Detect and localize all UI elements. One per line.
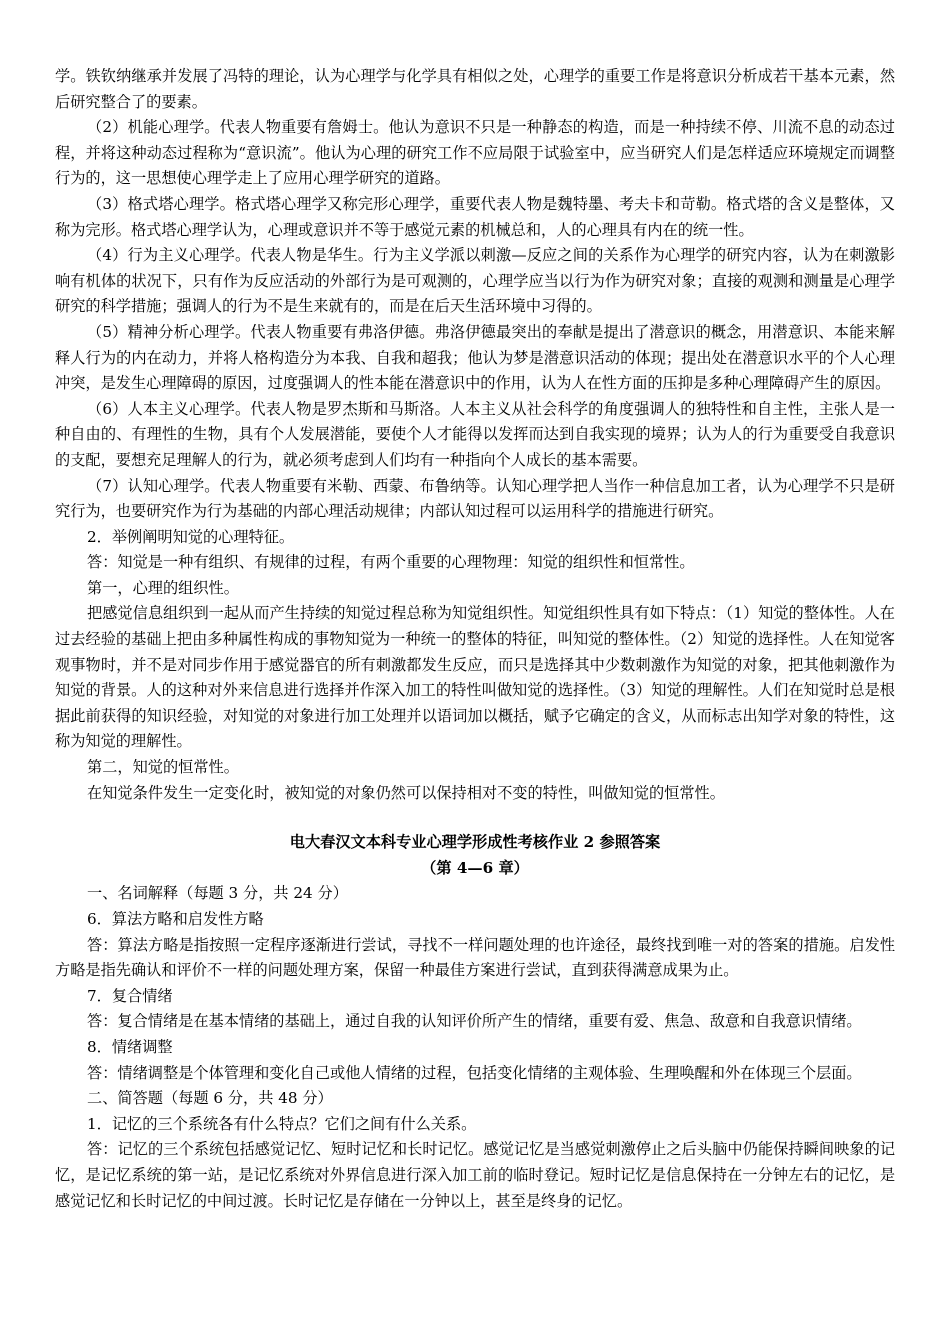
paragraph-behaviorism: （4）行为主义心理学。代表人物是华生。行为主义学派以刺激—反应之间的关系作为心理学的研究内容，认为在刺激影响有机体的状况下，只有作为反应活动的外部行为是可观测的，心理学应当以行为作为研究对象；直接的观测和测量是心理学研究的科学措施；强调人的行为不是生来就有的，而是在后天生活环境中习得的。	[55, 246, 895, 316]
part-1-heading: 一、名词解释（每题 3 分，共 24 分）	[87, 884, 348, 903]
question-2: 2．举例阐明知觉的心理特征。	[87, 527, 295, 546]
paragraph-humanism: （6）人本主义心理学。代表人物是罗杰斯和马斯洛。人本主义从社会科学的角度强调人的独特性和自主性，主张人是一种自由的、有理性的生物，具有个人发展潜能，要使个人才能得以发挥而达到自我实现的境界；认为人的行为重要受自我意识的支配，要想充足理解人的行为，就必须考虑到人们均有一种指向个人成长的基本需要。	[55, 399, 895, 469]
paragraph-structuralism-cont: 学。铁钦纳继承并发展了冯特的理论，认为心理学与化学具有相似之处，心理学的重要工作是将意识分析成若干基本元素，然后研究整合了的要素。	[55, 67, 895, 111]
paragraph-constancy: 在知觉条件发生一定变化时，被知觉的对象仍然可以保持相对不变的特性，叫做知觉的恒常性。	[87, 783, 725, 802]
paragraph-psychoanalysis: （5）精神分析心理学。代表人物重要有弗洛伊德。弗洛伊德最突出的奉献是提出了潜意识的概念，用潜意识、本能来解释人行为的内在动力，并将人格构造分为本我、自我和超我；他认为梦是潜意识活动的体现；提出处在潜意识水平的个人心理冲突，是发生心理障碍的原因，过度强调人的性本能在潜意识中的作用，认为人在性方面的压抑是多种心理障碍产生的原因。	[55, 322, 895, 393]
answer-7: 答：复合情绪是在基本情绪的基础上，通过自我的认知评价所产生的情绪，重要有爱、焦急、敌意和自我意识情绪。	[87, 1012, 862, 1031]
answer-6: 答：算法方略是指按照一定程序逐渐进行尝试，寻找不一样问题处理的也许途径，最终找到唯一对的答案的措施。启发性方略是指先确认和评价不一样的问题处理方案，保留一种最佳方案进行尝试，直到获得满意成果为止。	[55, 935, 895, 980]
point-second-heading: 第二，知觉的恒常性。	[87, 758, 239, 777]
section-title: 电大春汉文本科专业心理学形成性考核作业 2 参照答案	[289, 833, 661, 852]
term-6: 6．算法方略和启发性方略	[87, 910, 264, 928]
section-subtitle: （第 4—6 章）	[421, 858, 529, 877]
answer-8: 答：情绪调整是个体管理和变化自己或他人情绪的过程，包括变化情绪的主观体验、生理唤醒和外在体现三个层面。	[87, 1063, 862, 1082]
answer-2-intro: 答：知觉是一种有组织、有规律的过程，有两个重要的心理物理：知觉的组织性和恒常性。	[87, 553, 695, 572]
document-page	[55, 64, 895, 1214]
paragraph-functionalism: （2）机能心理学。代表人物重要有詹姆士。他认为意识不只是一种静态的构造，而是一种持续不停、川流不息的动态过程，并将这种动态过程称为“意识流”。他认为心理的研究工作不应局限于试验室中，应当研究人们是怎样适应环境规定而调整行为的，这一思想使心理学走上了应用心理学研究的道路。	[55, 118, 895, 188]
term-7: 7．复合情绪	[87, 986, 173, 1005]
paragraph-organization: 把感觉信息组织到一起从而产生持续的知觉过程总称为知觉组织性。知觉组织性具有如下特点：（1）知觉的整体性。人在过去经验的基础上把由多种属性构成的事物知觉为一种统一的整体的特征，叫知觉的整体性。（2）知觉的选择性。人在知觉客观事物时，并不是对同步作用于感觉器官的所有刺激都发生反应，而只是选择其中少数刺激作为知觉的对象，把其他刺激作为知觉的背景。人的这种对外来信息进行选择并作深入加工的特性叫做知觉的选择性。（3）知觉的理解性。人们在知觉时总是根据此前获得的知识经验，对知觉的对象进行加工处理并以语词加以概括，赋予它确定的含义，从而标志出知学对象的特性，这称为知觉的理解性。	[55, 604, 895, 751]
answer-memory: 答：记忆的三个系统包括感觉记忆、短时记忆和长时记忆。感觉记忆是当感觉刺激停止之后头脑中仍能保持瞬间映象的记忆，是记忆系统的第一站，是记忆系统对外界信息进行深入加工前的临时登记。短时记忆是信息保持在一分钟左右的记忆，是感觉记忆和长时记忆的中间过渡。长时记忆是存储在一分钟以上，甚至是终身的记忆。	[55, 1140, 895, 1210]
term-8: 8．情绪调整	[87, 1037, 173, 1056]
paragraph-cognitive: （7）认知心理学。代表人物重要有米勒、西蒙、布鲁纳等。认知心理学把人当作一种信息加工者，认为心理学不只是研究行为，也要研究作为行为基础的内部心理活动规律；内部认知过程可以运用科学的措施进行研究。	[55, 476, 895, 521]
part-2-heading: 二、简答题（每题 6 分，共 48 分）	[87, 1089, 333, 1108]
point-first-heading: 第一，心理的组织性。	[87, 578, 239, 597]
paragraph-gestalt: （3）格式塔心理学。格式塔心理学又称完形心理学，重要代表人物是魏特墨、考夫卡和苛勒。格式塔的含义是整体，又称为完形。格式塔心理学认为，心理或意识并不等于感觉元素的机械总和，人的心理具有内在的统一性。	[55, 194, 895, 239]
question-memory: 1．记忆的三个系统各有什么特点？它们之间有什么关系。	[87, 1114, 477, 1133]
